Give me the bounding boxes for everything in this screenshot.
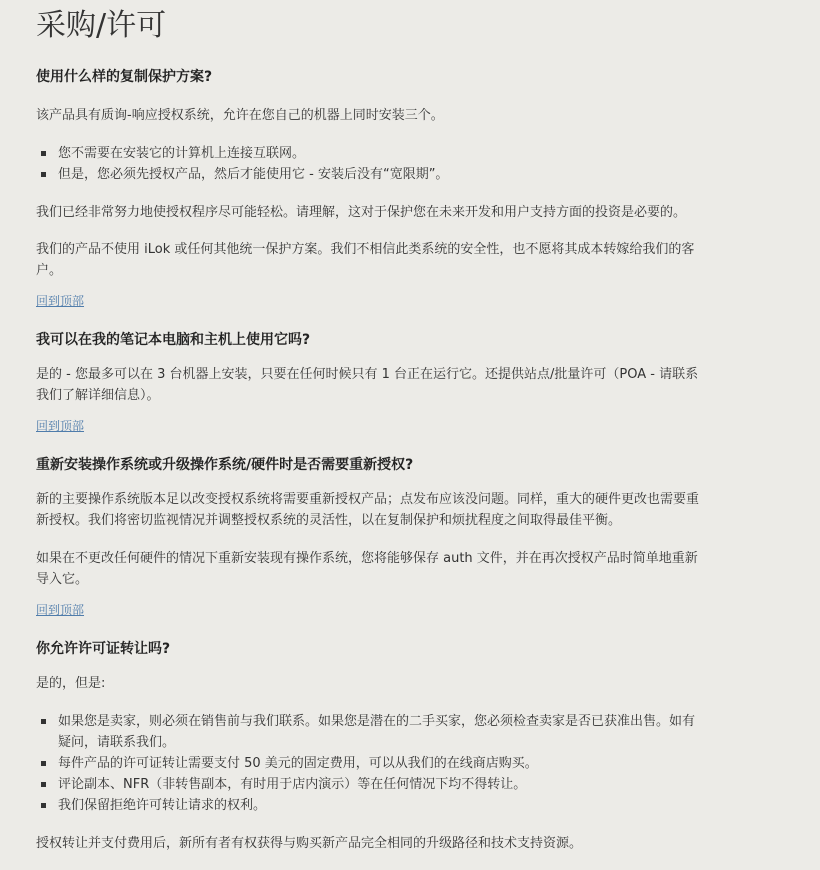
back-to-top-link[interactable]: 回到顶部 [36,603,85,617]
paragraph-line: 户。 [36,263,63,278]
paragraph-line: 导入它。 [36,572,89,587]
faq-question: 你允许许可证转让吗? [36,641,171,657]
paragraph-line: 新授权。我们将密切监视情况并调整授权系统的灵活性，以在复制保护和烦扰程度之间取得最佳平衡。 [36,513,622,528]
paragraph-line: 我们了解详细信息）。 [36,388,160,403]
faq-paragraph [36,489,736,531]
list-item-line: 疑问，请联系我们。 [58,735,176,750]
faq-section-laptop-desktop [36,330,736,437]
faq-paragraph: 我们已经非常努力地使授权程序尽可能轻松。请理解，这对于保护您在未来开发和用户支持方面的投资是必要的。 [36,205,687,220]
paragraph-line: 是的 - 您最多可以在 3 台机器上安装，只要在任何时候只有 1 台正在运行它。还提供站点/批量许可（POA - 请联系 [36,367,699,382]
paragraph-line: 如果在不更改任何硬件的情况下重新安装现有操作系统，您将能够保存 auth 文件，并在再次授权产品时简单地重新 [36,551,698,566]
faq-paragraph: 该产品具有质询-响应授权系统，允许在您自己的机器上同时安装三个。 [36,108,444,123]
list-item: 评论副本、NFR（非转售副本，有时用于店内演示）等在任何情况下均不得转让。 [36,774,736,795]
paragraph-line: 我们的产品不使用 iLok 或任何其他统一保护方案。我们不相信此类系统的安全性，也不愿将其成本转嫁给我们的客 [36,242,695,257]
list-item: 但是，您必须先授权产品，然后才能使用它 - 安装后没有“宽限期”。 [36,164,736,185]
faq-paragraph: 是的，但是: [36,676,106,691]
back-to-top-row [36,416,736,437]
back-to-top-link[interactable]: 回到顶部 [36,294,85,308]
back-to-top-row [36,600,736,621]
list-item: 您不需要在安装它的计算机上连接互联网。 [36,143,736,164]
page-title: 采购/许可 [36,8,167,43]
back-to-top-row [36,291,736,312]
faq-paragraph [36,548,736,590]
faq-question: 重新安装操作系统或升级操作系统/硬件时是否需要重新授权? [36,457,414,473]
faq-section-reinstall [36,455,736,621]
back-to-top-link[interactable]: 回到顶部 [36,419,85,433]
faq-paragraph [36,239,736,281]
faq-content [36,6,736,854]
list-item-line: 如果您是卖家，则必须在销售前与我们联系。如果您是潜在的二手买家，您必须检查卖家是否已获准出售。如有 [58,714,696,729]
list-item: 每件产品的许可证转让需要支付 50 美元的固定费用，可以从我们的在线商店购买。 [36,753,736,774]
faq-bullet-list [36,143,736,185]
faq-bullet-list [36,711,736,816]
faq-question: 使用什么样的复制保护方案? [36,69,213,85]
faq-paragraph [36,364,736,406]
paragraph-line: 新的主要操作系统版本足以改变授权系统将需要重新授权产品；点发布应该没问题。同样，重大的硬件更改也需要重 [36,492,700,507]
faq-section-copy-protection [36,67,736,312]
list-item: 我们保留拒绝许可转让请求的权利。 [36,795,736,816]
faq-question: 我可以在我的笔记本电脑和主机上使用它吗? [36,332,311,348]
list-item [36,711,736,753]
faq-section-license-transfer [36,639,736,854]
faq-paragraph: 授权转让并支付费用后，新所有者有权获得与购买新产品完全相同的升级路径和技术支持资源。 [36,836,583,851]
